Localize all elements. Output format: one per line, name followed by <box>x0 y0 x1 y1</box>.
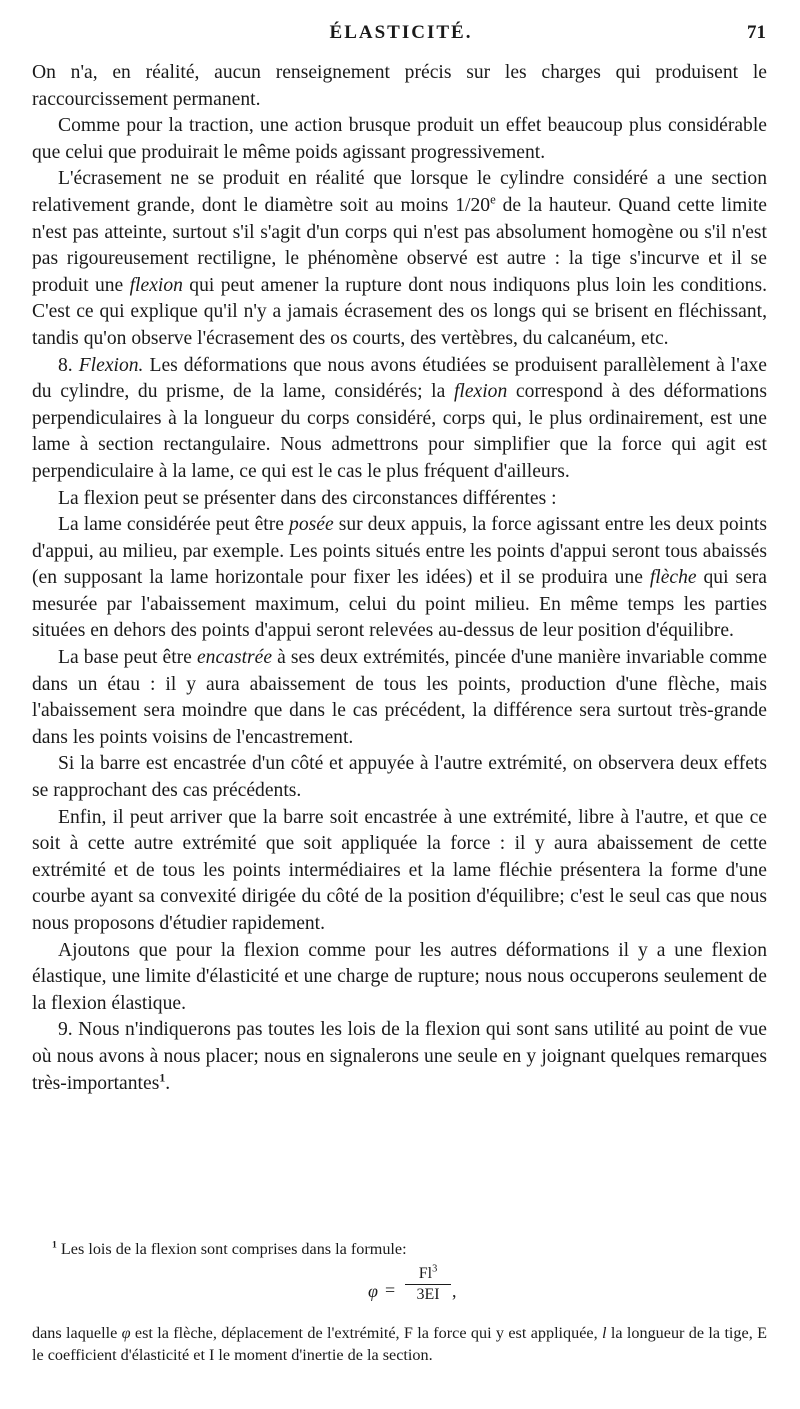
paragraph-text: Ajoutons que pour la flexion comme pour les autres déformations il y a une flexion élastique, une limite d'élasticité et une charge de rupture; nous nous occuperons seulement de la flexion élastique. <box>32 939 767 1014</box>
formula-equals: = <box>385 1280 396 1300</box>
paragraph <box>32 113 767 166</box>
section-number: 8. <box>58 354 79 376</box>
running-title: ÉLASTICITÉ. <box>329 22 473 43</box>
section-9 <box>32 1017 767 1097</box>
paragraph <box>32 486 767 513</box>
paragraph-text: qui peut amener la rupture dont nous indiquons plus loin les conditions. C'est ce qui explique qu'il n'y a jamais écrasement des os longs qui se brisent en fléchissant, tandis qu'on observe l'écrasement des os courts, des vertèbres, du calcanéum, etc. <box>32 274 767 349</box>
paragraph-text: Si la barre est encastrée d'un côté et appuyée à l'autre extrémité, on observera deux effets se rapprochant des cas précédents. <box>32 753 767 802</box>
emphasis: flèche <box>649 567 697 589</box>
emphasis: flexion <box>453 381 508 403</box>
paragraph-text: à ses deux extrémités, pincée d'une manière invariable comme dans un étau : il y aura abaissement de tous les points, production d'une flèche, mais l'abaissement sera moindre que dans le cas précédent, la différence sera surtout très-grande dans les points voisins de l'encastrement. <box>32 647 767 748</box>
emphasis: encastrée <box>196 647 273 669</box>
section-8 <box>32 353 767 486</box>
paragraph-text: . <box>165 1072 171 1094</box>
footnote-reference: 1 <box>159 1071 166 1085</box>
numerator-base: Fl <box>418 1265 433 1282</box>
paragraph-text: correspond à des déformations perpendiculaires à la longueur du corps considéré, corps qui, le plus ordinairement, est une lame à section rectangulaire. Nous admettrons pour simplifier que la force qui agit est perpendiculaire à la lame, ce qui est le cas le plus fréquent d'ailleurs. <box>32 381 767 482</box>
paragraph <box>32 938 767 1018</box>
paragraph <box>32 645 767 751</box>
page-header <box>32 22 770 48</box>
paragraph <box>32 512 767 645</box>
paragraph-text: Enfin, il peut arriver que la barre soit encastrée à une extrémité, libre à l'autre, et que ce soit à cette autre extrémité que soit appliquée la force : il y aura abaissement de cette extrémité et de tous les points intermédiaires et la lame fléchie présentera la forme d'une courbe ayant sa convexité dirigée du côté de la position d'équilibre; c'est le seul cas que nous nous proposons d'étudier rapidement. <box>32 806 767 934</box>
paragraph <box>32 60 767 113</box>
footnote-text: la longueur de la tige, E le coefficient d'élasticité et I le moment d'inertie de la section. <box>32 1324 767 1364</box>
formula-comma: , <box>452 1281 457 1301</box>
page-number: 71 <box>747 22 766 43</box>
paragraph-text: La lame considérée peut être <box>58 514 290 536</box>
paragraph-text: sur deux appuis, la force agissant entre les deux points d'appui, au milieu, par exemple. Les points situés entre les points d'appui seront tous abaissés (en supposant la lame horizontale pour fixer les idées) et il se produira une <box>32 514 767 589</box>
footnote-intro <box>32 1238 767 1260</box>
formula-denominator: 3EI <box>416 1286 440 1303</box>
paragraph-text: de la hauteur. Quand cette limite n'est pas atteinte, surtout s'il s'agit d'un corps qui n'est pas absolument homogène ou s'il n'est pas rigoureusement rectiligne, le phénomène observé est autre : la tige s'incurve et il se produit une <box>32 194 767 296</box>
formula-fraction <box>405 1264 451 1305</box>
superscript: e <box>490 192 496 207</box>
paragraph-text: L'écrasement ne se produit en réalité que lorsque le cylindre considéré a une section relativement grande, dont le diamètre soit au moins 1/20 <box>32 168 767 216</box>
paragraph-text: Comme pour la traction, une action brusque produit un effet beaucoup plus considérable que celui que produirait le même poids agissant progressivement. <box>32 115 767 163</box>
paragraph-text: 9. Nous n'indiquerons pas toutes les lois de la flexion qui sont sans utilité au point de vue où nous avons à nous placer; nous en signalerons une seule en y joignant quelques remarques très-importantes <box>32 1019 767 1094</box>
paragraph-text: La flexion peut se présenter dans des circonstances différentes : <box>58 487 557 509</box>
footnote-text: est la flèche, déplacement de l'extrémité, F la force qui y est appliquée, <box>130 1324 603 1342</box>
footnotes <box>32 1238 767 1366</box>
footnote-explanation <box>32 1322 767 1366</box>
symbol-l: l <box>602 1324 607 1342</box>
symbol-phi: φ <box>121 1324 131 1342</box>
flexion-formula <box>32 1264 767 1316</box>
paragraph-text: qui sera mesurée par l'abaissement maximum, celui du point milieu. En même temps les parties situées en dehors des points d'appui seront relevées au-dessus de leur position d'équilibre. <box>32 567 767 642</box>
footnote-text: dans laquelle <box>32 1324 122 1342</box>
formula-numerator <box>405 1264 451 1285</box>
paragraph-text: Les déformations que nous avons étudiées se produisent parallèlement à l'axe du cylindre, du prisme, de la lame, considérés; la <box>32 354 768 403</box>
paragraph-text: On n'a, en réalité, aucun renseignement précis sur les charges qui produisent le raccourcissement permanent. <box>32 62 767 110</box>
paragraph <box>32 805 767 938</box>
footnote-marker: 1 <box>52 1239 57 1251</box>
numerator-exponent: 3 <box>432 1263 438 1275</box>
footnote-text: Les lois de la flexion sont comprises dans la formule: <box>56 1240 407 1258</box>
paragraph <box>32 751 767 804</box>
emphasis: flexion <box>129 274 183 296</box>
paragraph-text: La base peut être <box>58 647 197 669</box>
body-text <box>32 60 767 1097</box>
formula-lhs: φ <box>368 1281 378 1301</box>
emphasis: posée <box>289 514 334 536</box>
paragraph <box>32 166 767 352</box>
section-heading: Flexion. <box>78 354 144 376</box>
